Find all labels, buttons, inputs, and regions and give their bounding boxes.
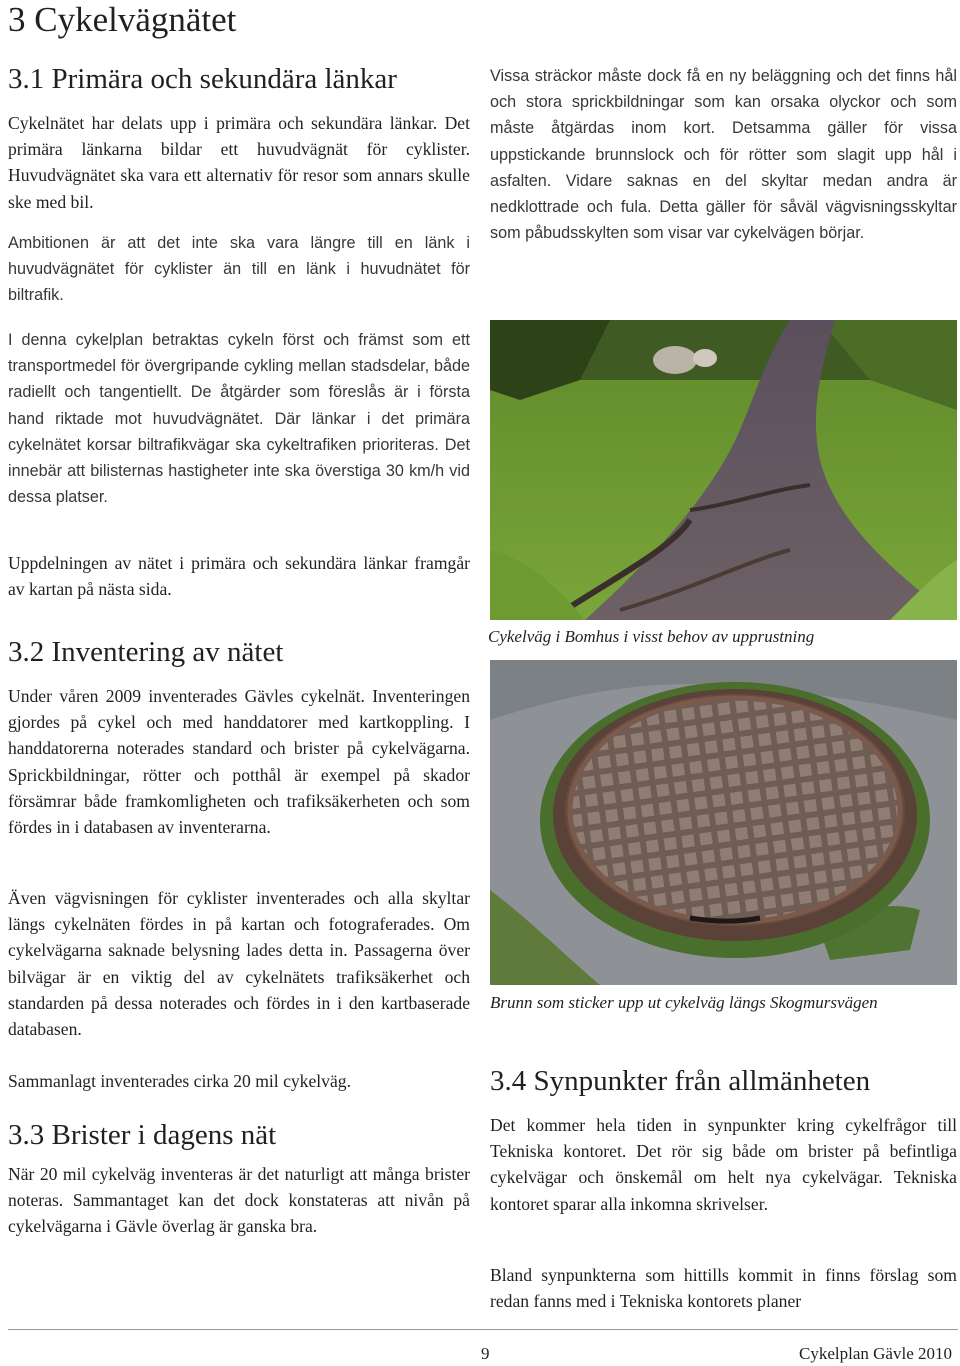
page-number: 9 <box>481 1344 490 1363</box>
section-3-4-paragraph-2: Bland synpunkterna som hittills kommit in finns förslag som redan fanns med i Tekniska kontorets planer <box>490 1265 957 1312</box>
section-3-2-paragraph-2: Även vägvisningen för cyklister inventerades och alla skyltar längs cykelnäten fördes in på kartan och fotograferades. Om cykelvägarna saknade belysning lades detta in. Passagerna över bilvägar är en viktig del av cykelnätets trafiksäkerhet och standarden på dessa noterades och fördes in i den kartbaserade databasen. <box>8 888 470 1040</box>
document-title: Cykelplan Gävle 2010 <box>799 1344 952 1363</box>
photo-manhole-caption: Brunn som sticker upp ut cykelväg längs Skogmursvägen <box>490 993 878 1012</box>
photo-cycle-path-caption: Cykelväg i Bomhus i visst behov av upprustning <box>488 627 815 646</box>
section-3-4-paragraph-1: Det kommer hela tiden in synpunkter kring cykelfrågor till Tekniska kontoret. Det rör sig både om brister på befintliga cykelvägar och önskemål om helt nya cykelvägar. Tekniska kontoret sparar alla inkomna skrivelser. <box>490 1115 957 1214</box>
section-3-1-paragraph-4: Uppdelningen av nätet i primära och sekundära länkar framgår av kartan på nästa sida. <box>8 553 470 600</box>
footer-rule <box>8 1329 958 1330</box>
section-3-2-heading: 3.2 Inventering av nätet <box>8 636 284 668</box>
section-3-4-heading: 3.4 Synpunkter från allmänheten <box>490 1065 871 1097</box>
cycle-path-image <box>490 320 957 620</box>
section-3-3-heading: 3.3 Brister i dagens nät <box>8 1119 277 1151</box>
chapter-title: 3 Cykelvägnätet <box>8 0 237 39</box>
section-3-1-paragraph-2: Ambitionen är att det inte ska vara längre till en länk i huvudvägnätet för cyklister än till en länk i huvudnätet för biltrafik. <box>8 234 470 305</box>
section-3-2-paragraph-3: Sammanlagt inventerades cirka 20 mil cykelväg. <box>8 1071 351 1091</box>
section-3-1-heading: 3.1 Primära och sekundära länkar <box>8 63 397 95</box>
right-intro-paragraph: Vissa sträckor måste dock få en ny beläggning och det finns hål och stora sprickbildningar som kan orsaka olyckor och som måste åtgärdas inom kort. Detsamma gäller för vissa uppstickande brunnslock och för rötter som slagit upp hål i asfalten. Vidare saknas en del skyltar medan andra är nedklottrade och fula. Detta gäller för såväl vägvisningsskyltar som påbudsskylten som visar var cykelvägen börjar. <box>490 67 957 243</box>
section-3-1-paragraph-1: Cykelnätet har delats upp i primära och sekundära länkar. Det primära länkarna bildar ett huvudvägnät för cyklister. Huvudvägnätet ska vara ett alternativ för resor som annars skulle ske med bil. <box>8 113 470 212</box>
manhole-image <box>490 660 957 985</box>
section-3-2-paragraph-1: Under våren 2009 inventerades Gävles cykelnät. Inventeringen gjordes på cykel och med handdatorer med kartkoppling. I handdatorerna noterades standard och brister på cykelvägarna. Sprickbildningar, rötter och potthål är exempel på skador försämrar både framkomligheten och trafiksäkerheten och som fördes in i databasen av inventerarna. <box>8 686 470 838</box>
section-3-1-paragraph-3: I denna cykelplan betraktas cykeln först och främst som ett transportmedel för övergripande cykling mellan stadsdelar, både radiellt och tangentiellt. De åtgärder som föreslås är i första hand riktade mot huvudvägnätet. Där länkar i det primära cykelnätet korsar biltrafikvägar ska cykeltrafiken prioriteras. Det innebär att bilisternas hastigheter inte ska överstiga 30 km/h vid dessa platser. <box>8 331 470 507</box>
section-3-3-paragraph-1: När 20 mil cykelväg inventeras är det naturligt att många brister noteras. Sammantaget kan det dock konstateras att nivån på cykelvägarna i Gävle överlag är ganska bra. <box>8 1164 470 1237</box>
photo-manhole <box>490 660 957 985</box>
photo-cycle-path <box>490 320 957 620</box>
